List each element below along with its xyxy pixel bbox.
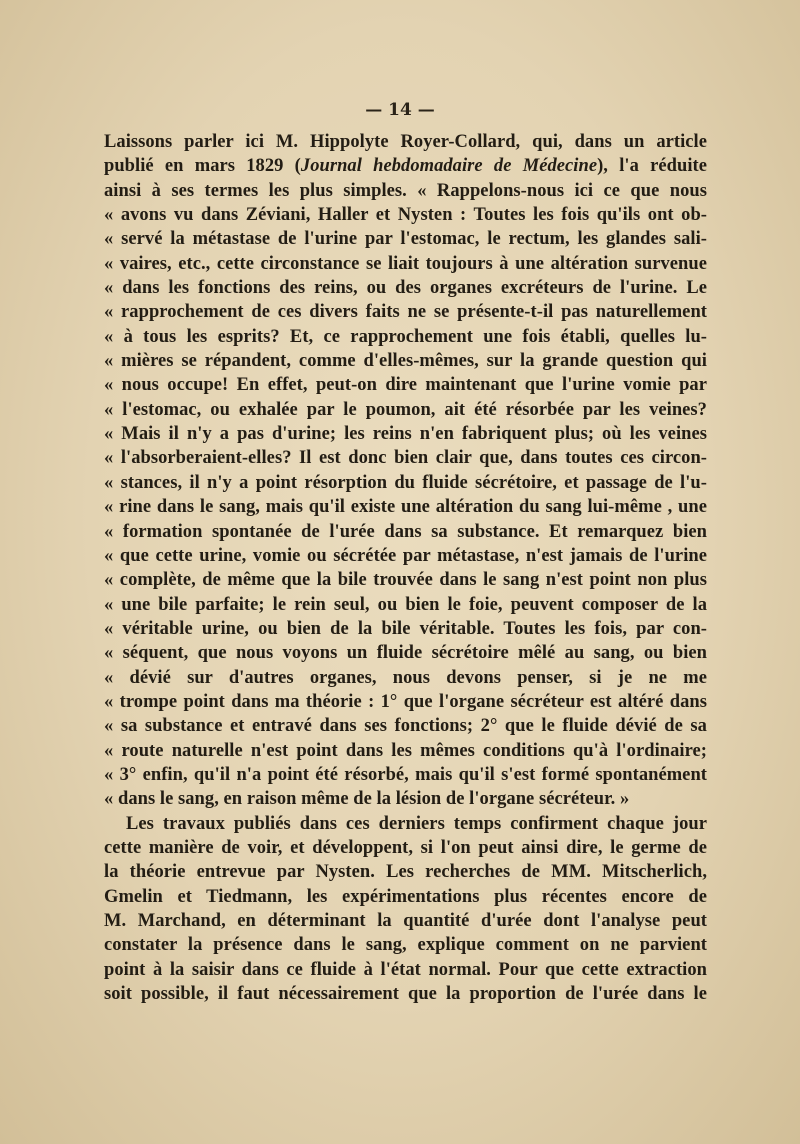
text-line: « complète, de même que la bile trouvée dans le sang n'est point non plus — [104, 570, 707, 591]
text-line: « Mais il n'y a pas d'urine; les reins n'en fabriquent plus; où les veines — [104, 424, 707, 445]
text-line: « l'estomac, ou exhalée par le poumon, ait été résorbée par les veines? — [104, 399, 707, 420]
text-line: « sa substance et entravé dans ses fonctions; 2° que le fluide dévié de sa — [104, 716, 707, 737]
text-line: « dans le sang, en raison même de la lésion de l'organe sécréteur. » — [104, 789, 630, 810]
text-line: point à la saisir dans ce fluide à l'état normal. Pour que cette extraction — [104, 959, 707, 980]
text-line: « mières se répandent, comme d'elles-mêmes, sur la grande question qui — [104, 351, 707, 372]
text-line: la théorie entrevue par Nysten. Les recherches de MM. Mitscherlich, — [104, 862, 707, 883]
text-line: « rine dans le sang, mais qu'il existe une altération du sang lui-même , une — [104, 497, 707, 518]
text-line: « véritable urine, ou bien de la bile véritable. Toutes les fois, par con- — [104, 618, 707, 639]
text-line: « route naturelle n'est point dans les mêmes conditions qu'à l'ordinaire; — [104, 740, 707, 761]
text-segment: publié en mars 1829 ( — [104, 156, 301, 177]
text-line: « une bile parfaite; le rein seul, ou bien le foie, peuvent composer de la — [104, 594, 707, 615]
text-line: « séquent, que nous voyons un fluide sécrétoire mêlé au sang, ou bien — [104, 643, 707, 664]
paragraph — [104, 130, 707, 812]
text-line — [104, 154, 707, 178]
text-line: « trompe point dans ma théorie : 1° que l'organe sécréteur est altéré dans — [104, 691, 707, 712]
text-line: « rapprochement de ces divers faits ne se présente-t-il pas naturellement — [104, 302, 707, 323]
text-line: « formation spontanée de l'urée dans sa substance. Et remarquez bien — [104, 521, 707, 542]
text-line: M. Marchand, en déterminant la quantité d'urée dont l'analyse peut — [104, 911, 707, 931]
text-line: soit possible, il faut nécessairement que la proportion de l'urée dans le — [104, 984, 707, 1005]
text-line: « que cette urine, vomie ou sécrétée par métastase, n'est jamais de l'urine — [104, 545, 707, 566]
text-line: « avons vu dans Zéviani, Haller et Nysten : Toutes les fois qu'ils ont ob- — [104, 205, 707, 226]
page-number: — 14 — — [365, 100, 435, 120]
text-line: constater la présence dans le sang, explique comment on ne parvient — [104, 935, 707, 956]
text-line: Laissons parler ici M. Hippolyte Royer-Collard, qui, dans un article — [104, 132, 707, 152]
text-line: ainsi à ses termes les plus simples. « Rappelons-nous ici ce que nous — [104, 180, 707, 201]
text-line: « nous occupe! En effet, peut-on dire maintenant que l'urine vomie par — [104, 375, 707, 396]
text-line: Gmelin et Tiedmann, les expérimentations plus récentes encore de — [104, 886, 707, 907]
body-text — [104, 130, 707, 1006]
text-line: « dans les fonctions des reins, ou des organes excréteurs de l'urine. Le — [104, 278, 707, 299]
text-line: « à tous les esprits? Et, ce rapprochement une fois établi, quelles lu- — [104, 326, 707, 347]
text-line: « servé la métastase de l'urine par l'estomac, le rectum, les glandes sali- — [104, 229, 707, 250]
text-line: Les travaux publiés dans ces derniers temps confirment chaque jour — [126, 813, 707, 834]
text-line: « l'absorberaient-elles? Il est donc bien clair que, dans toutes ces circon- — [104, 448, 707, 469]
paragraph — [104, 812, 707, 1007]
journal-title: Journal hebdomadaire de Médecine — [300, 156, 598, 177]
text-line: « stances, il n'y a point résorption du fluide sécrétoire, et passage de l'u- — [104, 472, 707, 493]
text-line: cette manière de voir, et développent, si l'on peut ainsi dire, le germe de — [104, 837, 707, 858]
text-line: « 3° enfin, qu'il n'a point été résorbé, mais qu'il s'est formé spontanément — [104, 764, 707, 785]
text-segment: ), l'a réduite — [597, 156, 707, 177]
text-line: « dévié sur d'autres organes, nous devons penser, si je ne me — [104, 667, 707, 688]
text-line: « vaires, etc., cette circonstance se liait toujours à une altération survenue — [104, 253, 707, 274]
